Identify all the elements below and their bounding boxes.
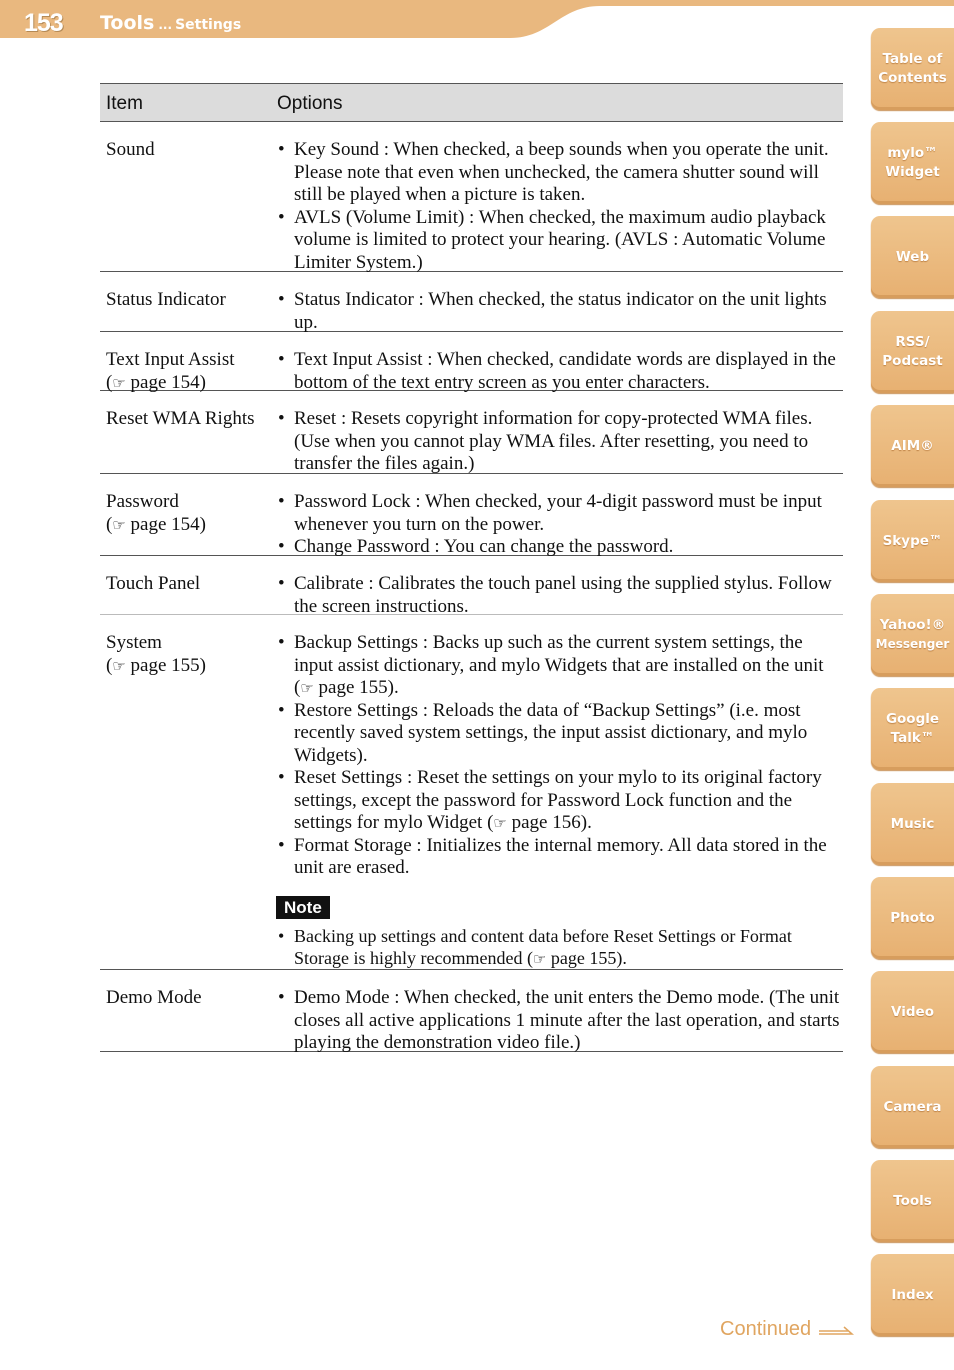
tab-tools[interactable] — [871, 1160, 954, 1242]
row-item-label: Demo Mode — [106, 987, 202, 1008]
tab-rss-podcast[interactable] — [871, 311, 954, 393]
option-text: Reset Settings : Reset the settings on your mylo to its original factory settings, except the password for Password Lock function and the settings for mylo Widget ( — [294, 767, 822, 833]
tab-aim[interactable] — [871, 405, 954, 487]
note-badge: Note — [276, 896, 330, 919]
tab-table-of-contents[interactable] — [871, 28, 954, 110]
tab-yahoo-messenger[interactable] — [871, 594, 954, 676]
tab-label: Messenger — [875, 637, 950, 651]
page-reference-link[interactable]: (☞ page 155) — [106, 654, 206, 676]
row-item-label: Status Indicator — [106, 289, 226, 310]
pointing-hand-icon: ☞ — [112, 373, 126, 392]
tab-mylo-widget[interactable] — [871, 122, 954, 204]
row-options — [276, 573, 842, 618]
row-item-title: System — [106, 632, 162, 653]
row-item-title: Text Input Assist — [106, 349, 235, 370]
pointing-hand-icon: ☞ — [112, 515, 126, 534]
page-reference-link[interactable]: (☞ page 154) — [106, 513, 206, 535]
tab-camera[interactable] — [871, 1066, 954, 1148]
table-row — [100, 272, 843, 332]
page-header — [0, 0, 954, 60]
option-bullet: • Format Storage : Initializes the internal memory. All data stored in the unit are erased. — [276, 835, 842, 880]
tab-label: Web — [895, 248, 930, 265]
pointing-hand-icon: ☞ — [112, 656, 126, 675]
settings-table — [100, 83, 843, 1052]
breadcrumb-section[interactable]: Tools — [100, 12, 155, 34]
option-bullet: • Calibrate : Calibrates the touch panel using the supplied stylus. Follow the screen instructions. — [276, 573, 842, 618]
option-bullet: • Demo Mode : When checked, the unit enters the Demo mode. (The unit closes all active applications 1 minute after the last operation, and starts playing the demonstration video file.) — [276, 987, 842, 1055]
option-bullet: • Change Password : You can change the password. — [276, 536, 842, 559]
tab-label: Index — [891, 1286, 934, 1303]
tab-video[interactable] — [871, 971, 954, 1053]
page-reference-link[interactable]: (☞ page 154) — [106, 371, 206, 393]
table-row — [100, 474, 843, 556]
tab-web[interactable] — [871, 216, 954, 298]
table-header — [100, 83, 843, 122]
tab-label: Skype™ — [882, 532, 943, 549]
row-item-label: Sound — [106, 139, 155, 160]
row-options — [276, 408, 842, 476]
row-options — [276, 349, 842, 394]
tab-label: Widget — [885, 164, 940, 180]
row-options — [276, 491, 842, 559]
row-item-label: Reset WMA Rights — [106, 408, 255, 429]
table-row — [100, 391, 843, 474]
row-item-label — [106, 632, 271, 677]
option-bullet: • Password Lock : When checked, your 4-digit password must be input whenever you turn on the power. — [276, 491, 842, 536]
option-bullet — [276, 632, 842, 700]
tab-music[interactable] — [871, 783, 954, 865]
pointing-hand-icon: ☞ — [300, 679, 314, 697]
tab-label: Photo — [890, 909, 935, 926]
row-options — [276, 987, 842, 1055]
option-bullet: • AVLS (Volume Limit) : When checked, the maximum audio playback volume is limited to protect your hearing. (AVLS : Automatic Volume Limiter System.) — [276, 207, 842, 275]
tab-label: Table of — [882, 51, 943, 67]
column-header-options: Options — [277, 93, 343, 114]
tab-label: Camera — [883, 1098, 942, 1115]
tab-label: AIM® — [891, 437, 934, 454]
page-reference-link[interactable]: page 156). — [511, 812, 592, 833]
option-text: Backup Settings : Backs up such as the current system settings, the input assist dictionary, and mylo Widgets that are installed on the unit ( — [294, 632, 824, 698]
row-options — [276, 139, 842, 274]
page-reference-text: page 154) — [130, 513, 206, 535]
table-row — [100, 556, 843, 615]
continued-label: Continued — [720, 1318, 812, 1340]
table-row — [100, 122, 843, 272]
note-bullet — [276, 925, 842, 971]
option-bullet: • Reset : Resets copyright information for copy-protected WMA files. (Use when you cannot play WMA files. After resetting, you need to transfer the files again.) — [276, 408, 842, 476]
row-options — [276, 632, 842, 971]
page-reference-link[interactable]: page 155). — [318, 677, 399, 698]
tab-label: Talk™ — [890, 730, 935, 746]
page-reference-link[interactable]: page 155). — [550, 948, 627, 968]
page-reference-text: page 155) — [130, 654, 206, 676]
option-bullet — [276, 767, 842, 835]
breadcrumb — [100, 12, 241, 34]
tab-label: Video — [891, 1003, 934, 1020]
tab-label: Yahoo!® — [879, 617, 946, 633]
breadcrumb-subsection: Settings — [175, 17, 242, 33]
tab-google-talk[interactable] — [871, 688, 954, 770]
note-text: Backing up settings and content data before Reset Settings or Format Storage is highly recommended ( — [294, 925, 792, 968]
tab-label: Contents — [878, 70, 947, 86]
page-number: 153 — [24, 9, 63, 37]
option-bullet: • Key Sound : When checked, a beep sounds when you operate the unit. Please note that even when unchecked, the camera shutter sound will still be played when a picture is taken. — [276, 139, 842, 207]
row-item-label — [106, 349, 271, 394]
tab-label: Podcast — [882, 353, 943, 369]
tab-photo[interactable] — [871, 877, 954, 959]
tab-index[interactable] — [871, 1254, 954, 1336]
pointing-hand-icon: ☞ — [532, 950, 547, 968]
option-bullet: • Text Input Assist : When checked, candidate words are displayed in the bottom of the text entry screen as you enter characters. — [276, 349, 842, 394]
row-item-title: Password — [106, 491, 179, 512]
tab-label: Music — [890, 815, 935, 832]
tab-label: RSS/ — [895, 334, 930, 350]
table-row — [100, 970, 843, 1052]
tab-label: Tools — [893, 1192, 932, 1209]
pointing-hand-icon: ☞ — [493, 814, 507, 832]
breadcrumb-separator: ... — [158, 18, 173, 32]
column-header-item: Item — [106, 93, 143, 114]
row-options — [276, 289, 842, 334]
table-row — [100, 332, 843, 391]
page-reference-text: page 154) — [130, 371, 206, 393]
option-bullet: • Restore Settings : Reloads the data of “Backup Settings” (i.e. most recently saved system settings, the input assist dictionary, and mylo Widgets). — [276, 700, 842, 768]
tab-skype[interactable] — [871, 500, 954, 582]
tab-label: mylo™ — [887, 145, 938, 161]
row-item-label: Touch Panel — [106, 573, 201, 594]
option-bullet: • Status Indicator : When checked, the status indicator on the unit lights up. — [276, 289, 842, 334]
continued-arrow-icon — [818, 1324, 860, 1338]
row-item-label — [106, 491, 271, 536]
table-row — [100, 615, 843, 970]
tab-label: Google — [885, 711, 940, 727]
